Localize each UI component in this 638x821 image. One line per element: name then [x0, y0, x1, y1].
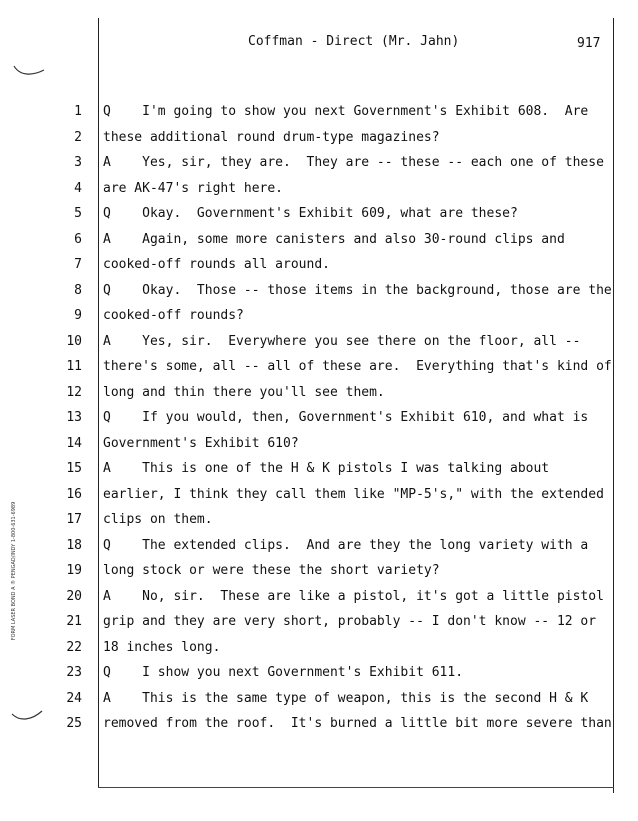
- transcript-line: [0, 410, 638, 432]
- line-text: cooked-off rounds?: [103, 308, 244, 323]
- transcript-line: [0, 181, 638, 203]
- page-number: 917: [577, 36, 601, 51]
- transcript-line: [0, 461, 638, 483]
- transcript-line: [0, 665, 638, 687]
- transcript-line: [0, 283, 638, 305]
- line-number: 23: [66, 665, 82, 680]
- transcript-line: [0, 257, 638, 279]
- line-number: 10: [66, 333, 82, 349]
- line-text: 18 inches long.: [103, 639, 221, 655]
- line-number: 12: [66, 384, 82, 400]
- line-number: 5: [74, 206, 82, 221]
- line-text: there's some, all -- all of these are. Everything that's kind of: [103, 359, 612, 374]
- line-text: earlier, I think they call them like "MP-5's," with the extended: [103, 486, 604, 502]
- transcript-line: [0, 308, 638, 330]
- transcript-line: [0, 563, 638, 585]
- line-number: 3: [74, 155, 82, 170]
- transcript-line: [0, 487, 638, 509]
- line-text: A Again, some more canisters and also 30-round clips and: [103, 231, 565, 247]
- line-number: 9: [74, 308, 82, 323]
- line-text: are AK-47's right here.: [103, 180, 284, 196]
- line-number: 22: [66, 639, 82, 655]
- transcript-line: [0, 436, 638, 458]
- line-number: 13: [66, 410, 82, 425]
- line-text: removed from the roof. It's burned a little bit more severe than: [103, 716, 612, 731]
- transcript-line: [0, 691, 638, 713]
- line-number: 25: [66, 716, 82, 731]
- line-number: 8: [74, 282, 82, 298]
- line-text: A Yes, sir. Everywhere you see there on the floor, all --: [103, 333, 581, 349]
- transcript-line: [0, 334, 638, 356]
- line-number: 6: [74, 231, 82, 247]
- transcript-line: [0, 614, 638, 636]
- line-text: cooked-off rounds all around.: [103, 257, 330, 272]
- transcript-line: [0, 538, 638, 560]
- line-number: 1: [74, 104, 82, 119]
- line-text: long stock or were these the short variety?: [103, 563, 440, 578]
- transcript-line: [0, 206, 638, 228]
- transcript-line: [0, 130, 638, 152]
- line-text: Q Okay. Government's Exhibit 609, what are these?: [103, 206, 518, 221]
- line-text: Q If you would, then, Government's Exhibit 610, and what is: [103, 410, 589, 425]
- line-text: these additional round drum-type magazines?: [103, 129, 440, 145]
- line-number: 21: [66, 614, 82, 629]
- line-number: 2: [74, 129, 82, 145]
- transcript-line: [0, 589, 638, 611]
- transcript-line: [0, 232, 638, 254]
- line-text: grip and they are very short, probably -- I don't know -- 12 or: [103, 614, 597, 629]
- line-number: 14: [66, 435, 82, 451]
- line-text: Q The extended clips. And are they the long variety with a: [103, 537, 589, 553]
- line-text: Q I'm going to show you next Government's Exhibit 608. Are: [103, 104, 589, 119]
- line-number: 20: [66, 588, 82, 604]
- line-text: A No, sir. These are like a pistol, it's got a little pistol: [103, 588, 604, 604]
- line-text: A This is the same type of weapon, this is the second H & K: [103, 690, 589, 706]
- line-text: clips on them.: [103, 512, 213, 527]
- line-text: Government's Exhibit 610?: [103, 435, 299, 451]
- line-text: Q I show you next Government's Exhibit 611.: [103, 665, 464, 680]
- transcript-line: [0, 512, 638, 534]
- line-text: A Yes, sir, they are. They are -- these -- each one of these: [103, 155, 604, 170]
- line-text: A This is one of the H & K pistols I was talking about: [103, 461, 550, 476]
- line-text: Q Okay. Those -- those items in the background, those are the: [103, 282, 612, 298]
- transcript-line: [0, 385, 638, 407]
- line-number: 24: [66, 690, 82, 706]
- transcript-line: [0, 359, 638, 381]
- header-title: Coffman - Direct (Mr. Jahn): [248, 34, 460, 49]
- line-number: 15: [66, 461, 82, 476]
- form-stamp: FORM LASER BOND A ® PENGAD/INDY 1-800-631-6989: [11, 501, 17, 641]
- transcript-line: [0, 716, 638, 738]
- line-number: 7: [74, 257, 82, 272]
- transcript-line: [0, 104, 638, 126]
- line-text: long and thin there you'll see them.: [103, 384, 385, 400]
- line-number: 18: [66, 537, 82, 553]
- line-number: 16: [66, 486, 82, 502]
- transcript-line: [0, 155, 638, 177]
- line-number: 19: [66, 563, 82, 578]
- line-number: 4: [74, 180, 82, 196]
- line-number: 11: [66, 359, 82, 374]
- transcript-line: [0, 640, 638, 662]
- line-number: 17: [66, 512, 82, 527]
